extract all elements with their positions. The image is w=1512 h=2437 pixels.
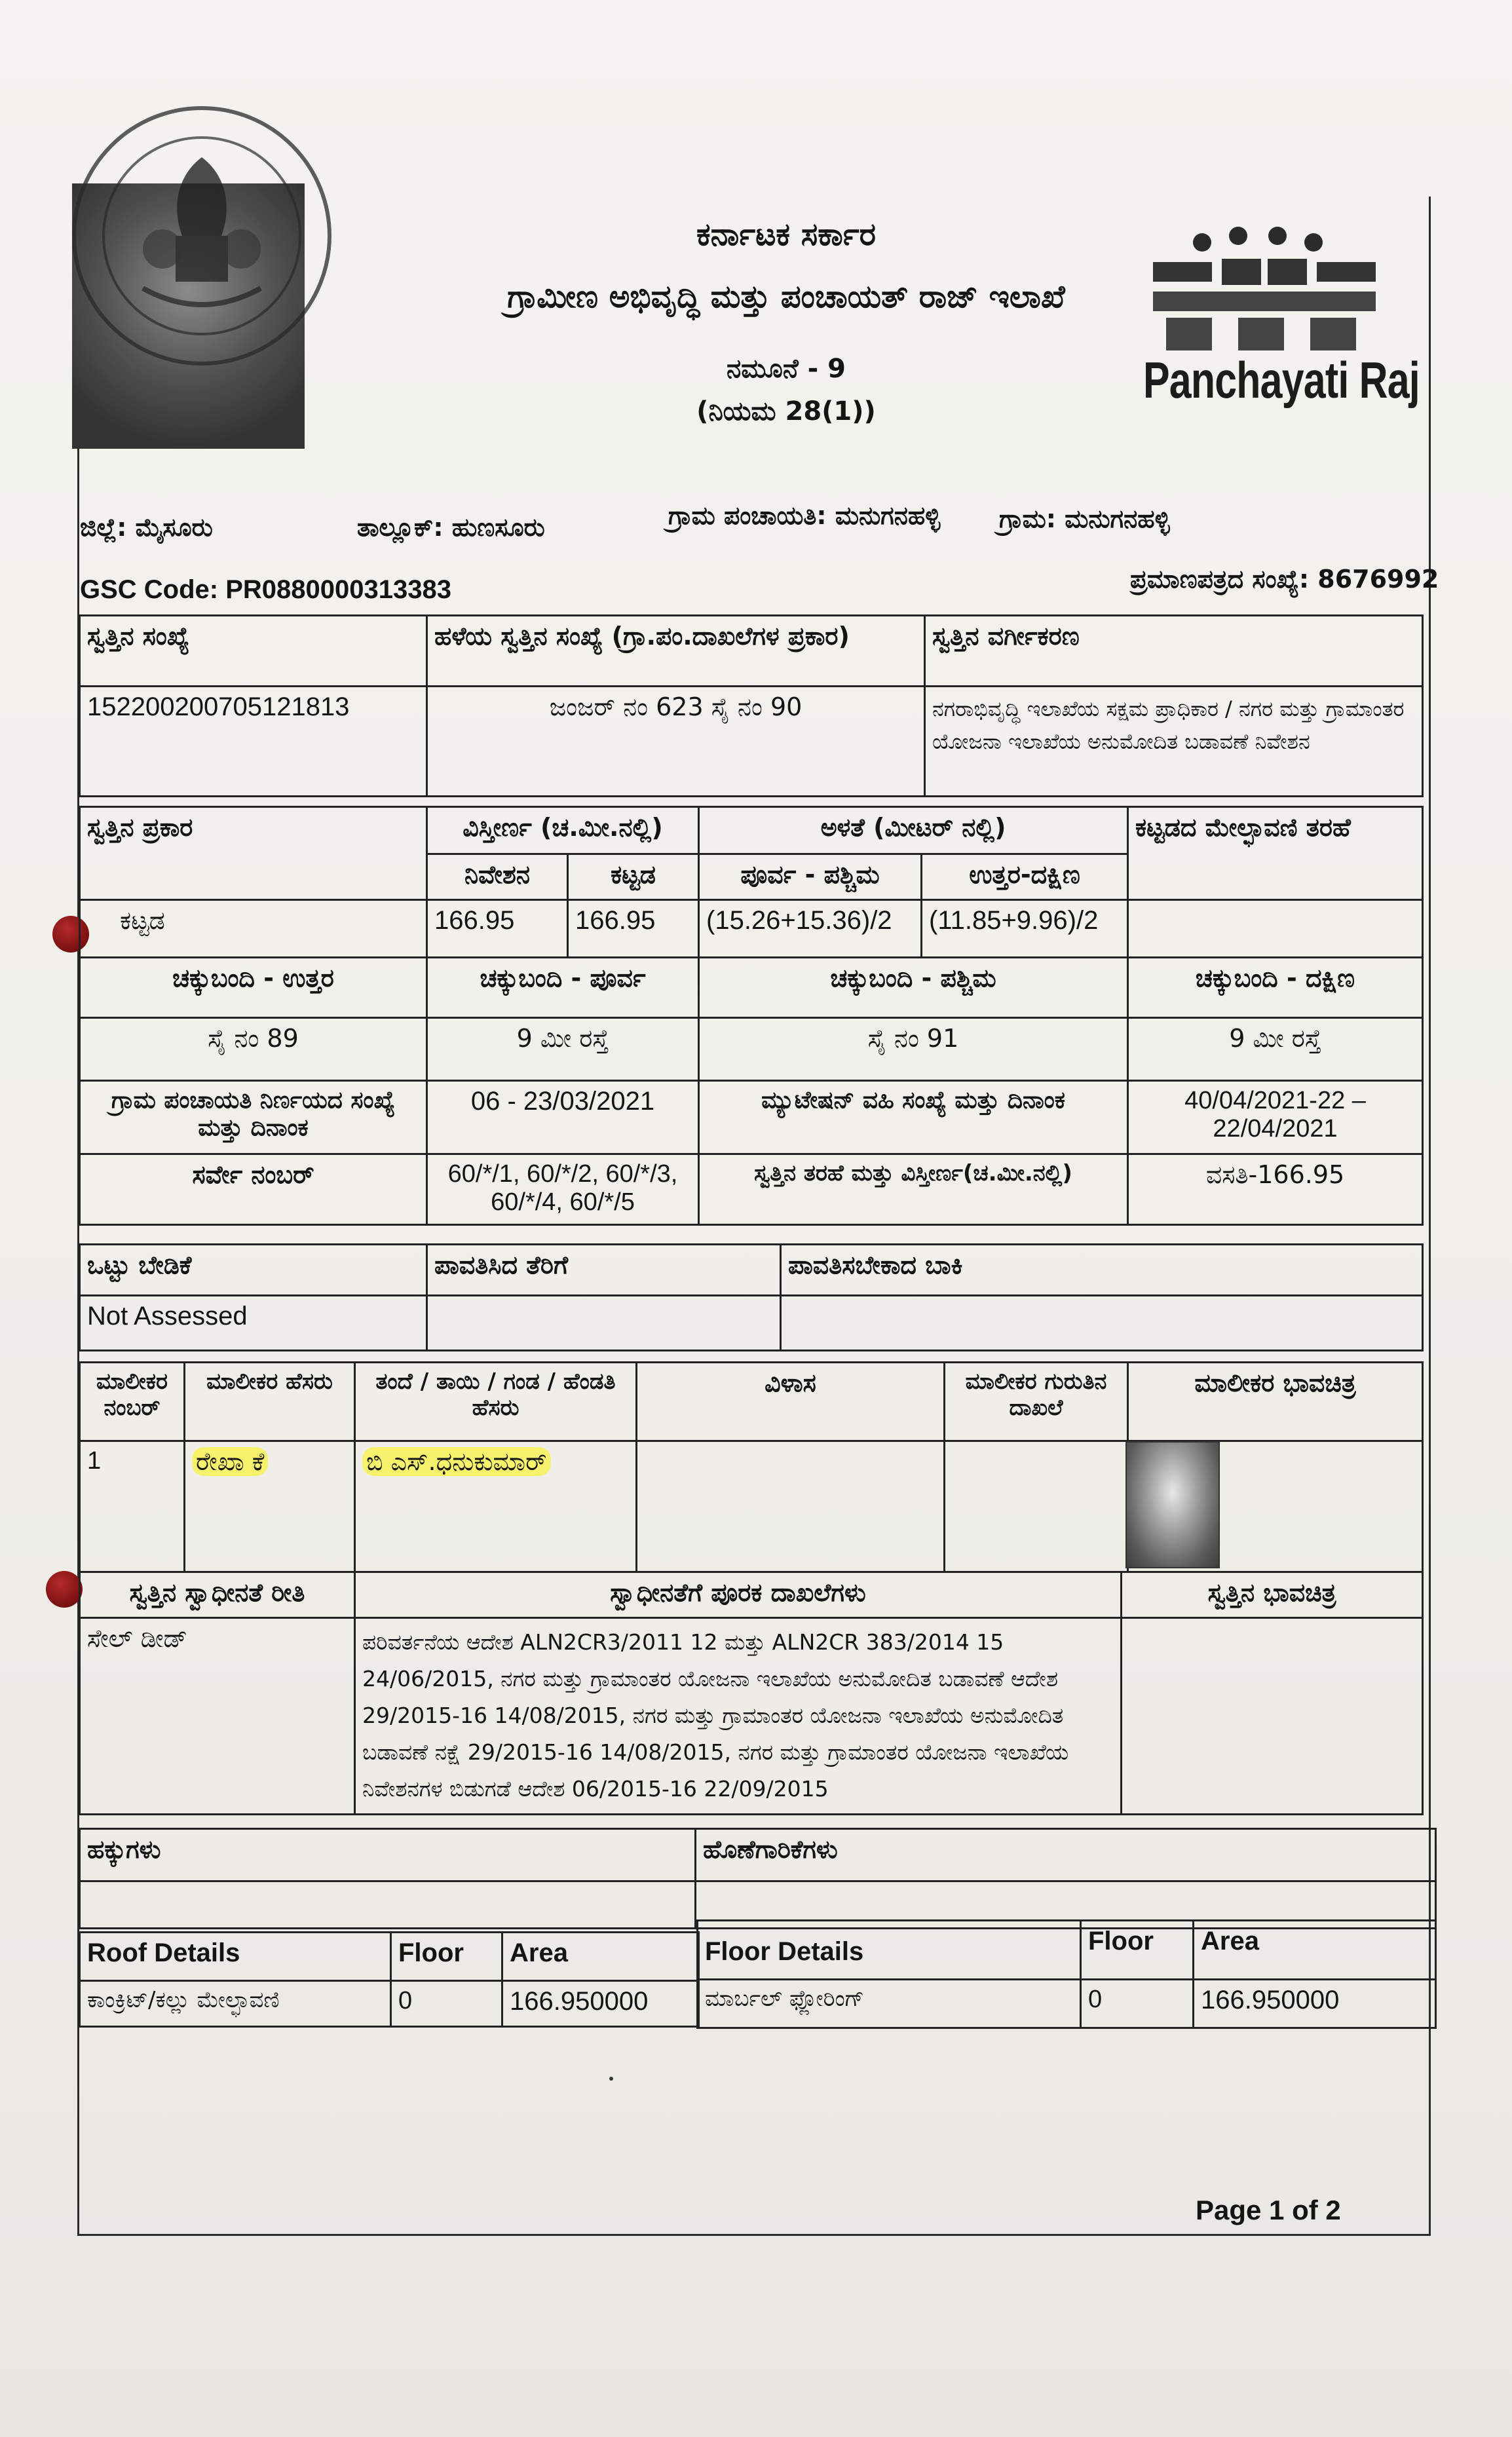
roof-area-header: Area bbox=[502, 1933, 699, 1981]
ns-header: ಉತ್ತರ-ದಕ್ಷಿಣ bbox=[922, 854, 1128, 900]
floor-area: 166.950000 bbox=[1194, 1980, 1436, 2028]
floor-no: 0 bbox=[1081, 1980, 1194, 2028]
kind-area-value: ವಸತಿ-166.95 bbox=[1128, 1154, 1423, 1225]
owner-id bbox=[945, 1441, 1128, 1572]
building-type bbox=[1128, 900, 1423, 958]
property-classification: ನಗರಾಭಿವೃದ್ಧಿ ಇಲಾಖೆಯ ಸಕ್ಷಮ ಪ್ರಾಧಿಕಾರ / ನಗರ ಮತ್ತು ಗ್ರಾಮಾಂತರ ಯೋಜನಾ ಇಲಾಖೆಯ ಅನುಮೋದಿತ ಬಡಾವಣೆ ನಿವೇಶನ bbox=[925, 687, 1423, 797]
area-header: ವಿಸ್ತೀರ್ಣ (ಚ.ಮೀ.ನಲ್ಲಿ) bbox=[427, 807, 699, 854]
roof-type: ಕಾಂಕ್ರಿಟ್/ಕಲ್ಲು ಮೇಲ್ಛಾವಣಿ bbox=[80, 1981, 391, 2027]
roof-floor: 0 bbox=[391, 1981, 502, 2027]
floor-area-header: Area bbox=[1194, 1921, 1436, 1980]
relation-cell bbox=[355, 1441, 637, 1572]
property-photo bbox=[1122, 1618, 1423, 1815]
acquisition-table bbox=[79, 1571, 1424, 1815]
roof-details-header: Roof Details bbox=[80, 1933, 391, 1981]
certificate-number: ಪ್ರಮಾಣಪತ್ರದ ಸಂಖ್ಯೆ: 8676992 bbox=[1130, 565, 1439, 594]
rights-table bbox=[79, 1828, 1437, 1929]
due-tax-header: ಪಾವತಿಸಬೇಕಾದ ಬಾಕಿ bbox=[781, 1245, 1423, 1296]
taluk: ತಾಲ್ಲೂಕ್: ಹುಣಸೂರು bbox=[357, 513, 545, 542]
mutation-header: ಮ್ಯುಟೇಷನ್ ವಹಿ ಸಂಖ್ಯೆ ಮತ್ತು ದಿನಾಂಕ bbox=[699, 1081, 1128, 1154]
paid-tax-header: ಪಾವತಿಸಿದ ತೆರಿಗೆ bbox=[427, 1245, 781, 1296]
building-area: 166.95 bbox=[568, 900, 699, 958]
gram-panchayat: ಗ್ರಾಮ ಪಂಚಾಯತಿ: ಮನುಗನಹಳ್ಳಿ bbox=[668, 501, 941, 530]
site-header: ನಿವೇಶನ bbox=[427, 854, 568, 900]
owners-table bbox=[79, 1361, 1424, 1573]
logo-text: Panchayati Raj bbox=[1143, 351, 1420, 409]
rights-header: ಹಕ್ಕುಗಳು bbox=[80, 1829, 696, 1881]
tax-table bbox=[79, 1243, 1424, 1351]
due-tax bbox=[781, 1296, 1423, 1351]
village: ಗ್ರಾಮ: ಮನುಗನಹಳ್ಳಿ bbox=[999, 504, 1170, 533]
old-property-number: ಜಂಜರ್ ನಂ 623 ಸೈ ನಂ 90 bbox=[427, 687, 925, 797]
prop-no-header: ಸ್ವತ್ತಿನ ಸಂಖ್ಯೆ bbox=[80, 616, 427, 687]
owner-address bbox=[637, 1441, 945, 1572]
total-demand: Not Assessed bbox=[80, 1296, 427, 1351]
boundary-north: ಸೈ ನಂ 89 bbox=[80, 1018, 427, 1081]
property-id-table bbox=[79, 614, 1424, 797]
mutation-value: 40/04/2021-22 – 22/04/2021 bbox=[1128, 1081, 1423, 1154]
owner-name-header: ಮಾಲೀಕರ ಹೆಸರು bbox=[185, 1363, 355, 1441]
roof-table bbox=[79, 1931, 700, 2028]
ew-header: ಪೂರ್ವ - ಪಶ್ಚಿಮ bbox=[699, 854, 922, 900]
floor-no-header: Floor bbox=[1081, 1921, 1194, 1980]
boundary-west-header: ಚಕ್ಕುಬಂದಿ - ಪಶ್ಚಿಮ bbox=[699, 958, 1128, 1018]
rule-number: (ನಿಯಮ 28(1)) bbox=[696, 396, 876, 426]
owner-photo-header: ಮಾಲೀಕರ ಭಾವಚಿತ್ರ bbox=[1128, 1363, 1423, 1441]
resolution-value: 06 - 23/03/2021 bbox=[427, 1081, 699, 1154]
floor-table bbox=[696, 1919, 1437, 2029]
boundary-south-header: ಚಕ್ಕುಬಂದಿ - ದಕ್ಷಿಣ bbox=[1128, 958, 1423, 1018]
roof-area: 166.950000 bbox=[502, 1981, 699, 2027]
kind-area-header: ಸ್ವತ್ತಿನ ತರಹೆ ಮತ್ತು ವಿಸ್ತೀರ್ಣ(ಚ.ಮೀ.ನಲ್ಲಿ) bbox=[699, 1154, 1128, 1225]
class-header: ಸ್ವತ್ತಿನ ವರ್ಗೀಕರಣ bbox=[925, 616, 1423, 687]
floor-details-header: Floor Details bbox=[698, 1921, 1081, 1980]
resolution-header: ಗ್ರಾಮ ಪಂಚಾಯತಿ ನಿರ್ಣಯದ ಸಂಖ್ಯೆ ಮತ್ತು ದಿನಾಂಕ bbox=[80, 1081, 427, 1154]
owner-id-header: ಮಾಲೀಕರ ಗುರುತಿನ ದಾಖಲೆ bbox=[945, 1363, 1128, 1441]
acquisition-mode: ಸೇಲ್ ಡೀಡ್ bbox=[80, 1618, 355, 1815]
supporting-documents: ಪರಿವರ್ತನೆಯ ಆದೇಶ ALN2CR3/2011 12 ಮತ್ತು ALN2CR 383/2014 15 24/06/2015, ನಗರ ಮತ್ತು ಗ್ರಾಮಾಂತರ ಯೋಜನಾ ಇಲಾಖೆಯ ಅನುಮೋದಿತ ಬಡಾವಣೆ ಆದೇಶ 29/2015-16 14/08/2015, ನಗರ ಮತ್ತು ಗ್ರಾಮಾಂತರ ಯೋಜನಾ ಇಲಾಖೆಯ ಅನುಮೋದಿತ ಬಡಾವಣೆ ನಕ್ಷೆ 29/2015-16 14/08/2015, ನಗರ ಮತ್ತು ಗ್ರಾಮಾಂತರ ಯೋಜನಾ ಇಲಾಖೆಯ ನಿವೇಶನಗಳ ಬಿಡುಗಡೆ ಆದೇಶ 06/2015-16 22/09/2015 bbox=[355, 1618, 1122, 1815]
property-number: 152200200705121813 bbox=[80, 687, 427, 797]
north-south: (11.85+9.96)/2 bbox=[922, 900, 1128, 958]
property-type: ಕಟ್ಟಡ bbox=[80, 900, 427, 958]
bldg-header: ಕಟ್ಟಡ bbox=[568, 854, 699, 900]
boundary-north-header: ಚಕ್ಕುಬಂದಿ - ಉತ್ತರ bbox=[80, 958, 427, 1018]
dept-title: ಗ್ರಾಮೀಣ ಅಭಿವೃದ್ಧಿ ಮತ್ತು ಪಂಚಾಯತ್ ರಾಜ್ ಇಲಾಖೆ bbox=[507, 278, 1065, 315]
page-number: Page 1 of 2 bbox=[1196, 2195, 1341, 2225]
acquisition-header: ಸ್ವತ್ತಿನ ಸ್ವಾಧೀನತೆ ರೀತಿ bbox=[80, 1572, 355, 1618]
east-west: (15.26+15.36)/2 bbox=[699, 900, 922, 958]
liabilities-header: ಹೊಣೆಗಾರಿಕೆಗಳು bbox=[696, 1829, 1436, 1881]
govt-title: ಕರ್ನಾಟಕ ಸರ್ಕಾರ bbox=[696, 216, 877, 253]
old-no-header: ಹಳೆಯ ಸ್ವತ್ತಿನ ಸಂಖ್ಯೆ (ಗ್ರಾ.ಪಂ.ದಾಖಲೆಗಳ ಪ್ರಕಾರ) bbox=[427, 616, 925, 687]
site-area: 166.95 bbox=[427, 900, 568, 958]
owner-number: 1 bbox=[80, 1441, 185, 1572]
documents-header: ಸ್ವಾಧೀನತೆಗೆ ಪೂರಕ ದಾಖಲೆಗಳು bbox=[355, 1572, 1122, 1618]
survey-header: ಸರ್ವೇ ನಂಬರ್ bbox=[80, 1154, 427, 1225]
paid-tax bbox=[427, 1296, 781, 1351]
owner-no-header: ಮಾಲೀಕರ ನಂಬರ್ bbox=[80, 1363, 185, 1441]
property-photo-header: ಸ್ವತ್ತಿನ ಭಾವಚಿತ್ರ bbox=[1122, 1572, 1423, 1618]
government-seal-icon bbox=[64, 98, 339, 373]
relation-header: ತಂದೆ / ತಾಯಿ / ಗಂಡ / ಹೆಂಡತಿ ಹೆಸರು bbox=[355, 1363, 637, 1441]
rights-value bbox=[80, 1881, 696, 1929]
relation-name: ಬಿ ಎಸ್.ಧನುಕುಮಾರ್ bbox=[362, 1447, 551, 1476]
roof-floor-header: Floor bbox=[391, 1933, 502, 1981]
type-header: ಸ್ವತ್ತಿನ ಪ್ರಕಾರ bbox=[80, 807, 427, 900]
floor-type: ಮಾರ್ಬಲ್ ಫ್ಲೋರಿಂಗ್ bbox=[698, 1980, 1081, 2028]
binder-hole-mark bbox=[46, 1571, 83, 1608]
gsc-code: GSC Code: PR0880000313383 bbox=[80, 575, 451, 604]
building-type-header: ಕಟ್ಟಡದ ಮೇಲ್ಛಾವಣಿ ತರಹೆ bbox=[1128, 807, 1423, 900]
speck bbox=[609, 2077, 613, 2081]
boundary-east: 9 ಮೀ ರಸ್ತೆ bbox=[427, 1018, 699, 1081]
form-number: ನಮೂನೆ - 9 bbox=[727, 354, 846, 384]
address-header: ವಿಳಾಸ bbox=[637, 1363, 945, 1441]
boundary-south: 9 ಮೀ ರಸ್ತೆ bbox=[1128, 1018, 1423, 1081]
owner-photo bbox=[1125, 1441, 1220, 1568]
owner-name: ರೇಖಾ ಕೆ bbox=[192, 1447, 268, 1476]
dimension-header: ಅಳತೆ (ಮೀಟರ್ ನಲ್ಲಿ) bbox=[699, 807, 1128, 854]
survey-number: 60/*/1, 60/*/2, 60/*/3, 60/*/4, 60/*/5 bbox=[427, 1154, 699, 1225]
boundary-east-header: ಚಕ್ಕುಬಂದಿ - ಪೂರ್ವ bbox=[427, 958, 699, 1018]
district: ಜಿಲ್ಲೆ: ಮೈಸೂರು bbox=[80, 513, 213, 542]
property-details-table bbox=[79, 806, 1424, 1226]
owner-name-cell bbox=[185, 1441, 355, 1572]
boundary-west: ಸೈ ನಂ 91 bbox=[699, 1018, 1128, 1081]
total-demand-header: ಒಟ್ಟು ಬೇಡಿಕೆ bbox=[80, 1245, 427, 1296]
